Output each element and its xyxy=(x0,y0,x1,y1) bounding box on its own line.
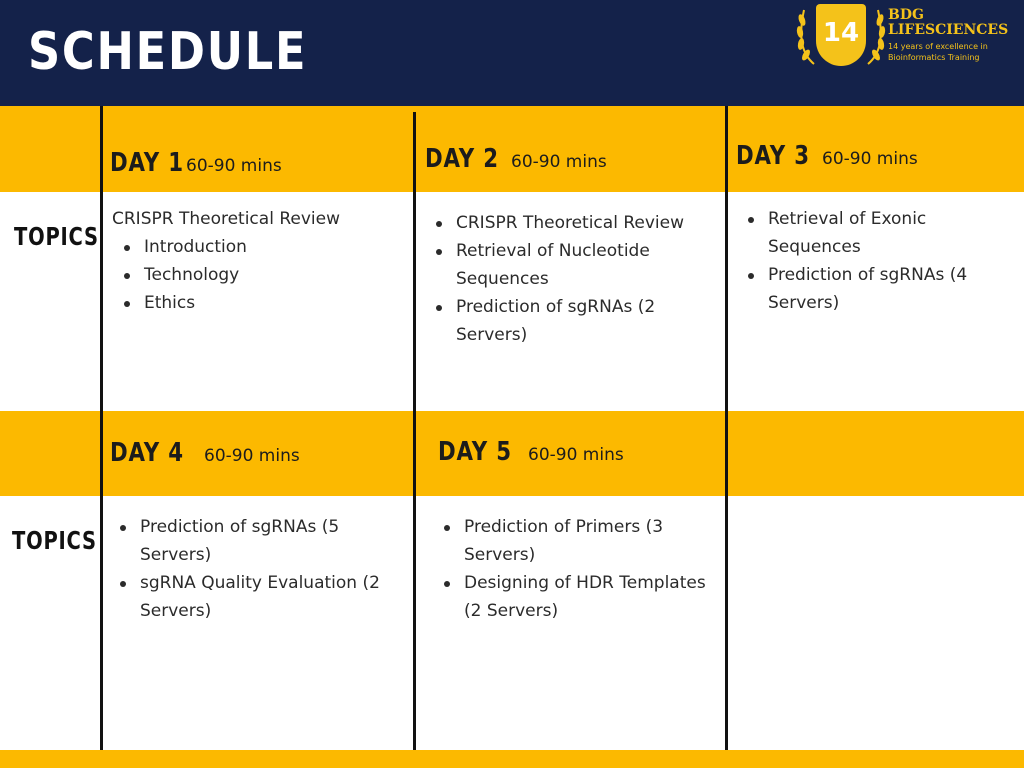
column-divider-2 xyxy=(413,112,416,750)
brand-tagline: 14 years of excellence in Bioinformatics Training xyxy=(888,42,988,62)
day-1-topics xyxy=(112,205,408,317)
day-1-intro: CRISPR Theoretical Review xyxy=(112,209,340,229)
header-bar xyxy=(0,0,1024,106)
day-1-topic-list xyxy=(112,233,408,317)
list-item: Retrieval of Exonic Sequences xyxy=(736,205,1006,261)
topics-label-row-2: TOPICS xyxy=(12,526,97,555)
list-item: Prediction of Primers (3 Servers) xyxy=(432,513,716,569)
badge-number: 14 xyxy=(822,18,860,48)
brand-name-line1: BDG xyxy=(888,7,924,23)
brand-text xyxy=(888,8,1024,63)
brand-logo xyxy=(796,2,1024,70)
laurel-right-icon xyxy=(864,6,886,66)
day-3-topics xyxy=(736,205,1006,317)
anniversary-badge xyxy=(816,4,866,66)
column-divider-3 xyxy=(725,106,728,750)
list-item: Prediction of sgRNAs (5 Servers) xyxy=(108,513,408,569)
laurel-left-icon xyxy=(796,6,818,66)
list-item: Prediction of sgRNAs (4 Servers) xyxy=(736,261,1006,317)
day-4-label: DAY 4 xyxy=(110,438,184,468)
day-4-topic-list xyxy=(108,513,408,625)
day-1-label: DAY 1 xyxy=(110,148,184,178)
day-1-duration: 60-90 mins xyxy=(186,156,282,176)
day-4-duration: 60-90 mins xyxy=(204,446,300,466)
list-item: Retrieval of Nucleotide Sequences xyxy=(424,237,720,293)
day-2-header xyxy=(425,144,607,174)
day-2-topic-list xyxy=(424,209,720,349)
list-item: CRISPR Theoretical Review xyxy=(424,209,720,237)
day-3-header xyxy=(736,141,918,171)
list-item: sgRNA Quality Evaluation (2 Servers) xyxy=(108,569,408,625)
day-2-duration: 60-90 mins xyxy=(511,152,607,172)
list-item: Prediction of sgRNAs (2 Servers) xyxy=(424,293,720,349)
day-4-header xyxy=(110,438,300,468)
day-3-duration: 60-90 mins xyxy=(822,149,918,169)
list-item: Technology xyxy=(112,261,408,289)
empty-day-header-cell xyxy=(728,411,1024,496)
column-divider-1 xyxy=(100,106,103,750)
day-5-topic-list xyxy=(432,513,716,625)
brand-name-line2: LIFESCIENCES xyxy=(888,22,1009,38)
day-2-topics xyxy=(424,209,720,349)
day-5-topics xyxy=(432,513,716,625)
day-5-duration: 60-90 mins xyxy=(528,445,624,465)
list-item: Ethics xyxy=(112,289,408,317)
day-3-topic-list xyxy=(736,205,1006,317)
day-2-label: DAY 2 xyxy=(425,144,499,174)
day-4-topics xyxy=(108,513,408,625)
day-5-header xyxy=(438,437,624,467)
day-3-label: DAY 3 xyxy=(736,141,810,171)
page-title: SCHEDULE xyxy=(28,22,308,82)
day-5-label: DAY 5 xyxy=(438,437,512,467)
footer-band xyxy=(0,750,1024,768)
day-1-header xyxy=(110,148,282,178)
list-item: Introduction xyxy=(112,233,408,261)
list-item: Designing of HDR Templates (2 Servers) xyxy=(432,569,716,625)
topics-label-row-1: TOPICS xyxy=(14,222,99,251)
